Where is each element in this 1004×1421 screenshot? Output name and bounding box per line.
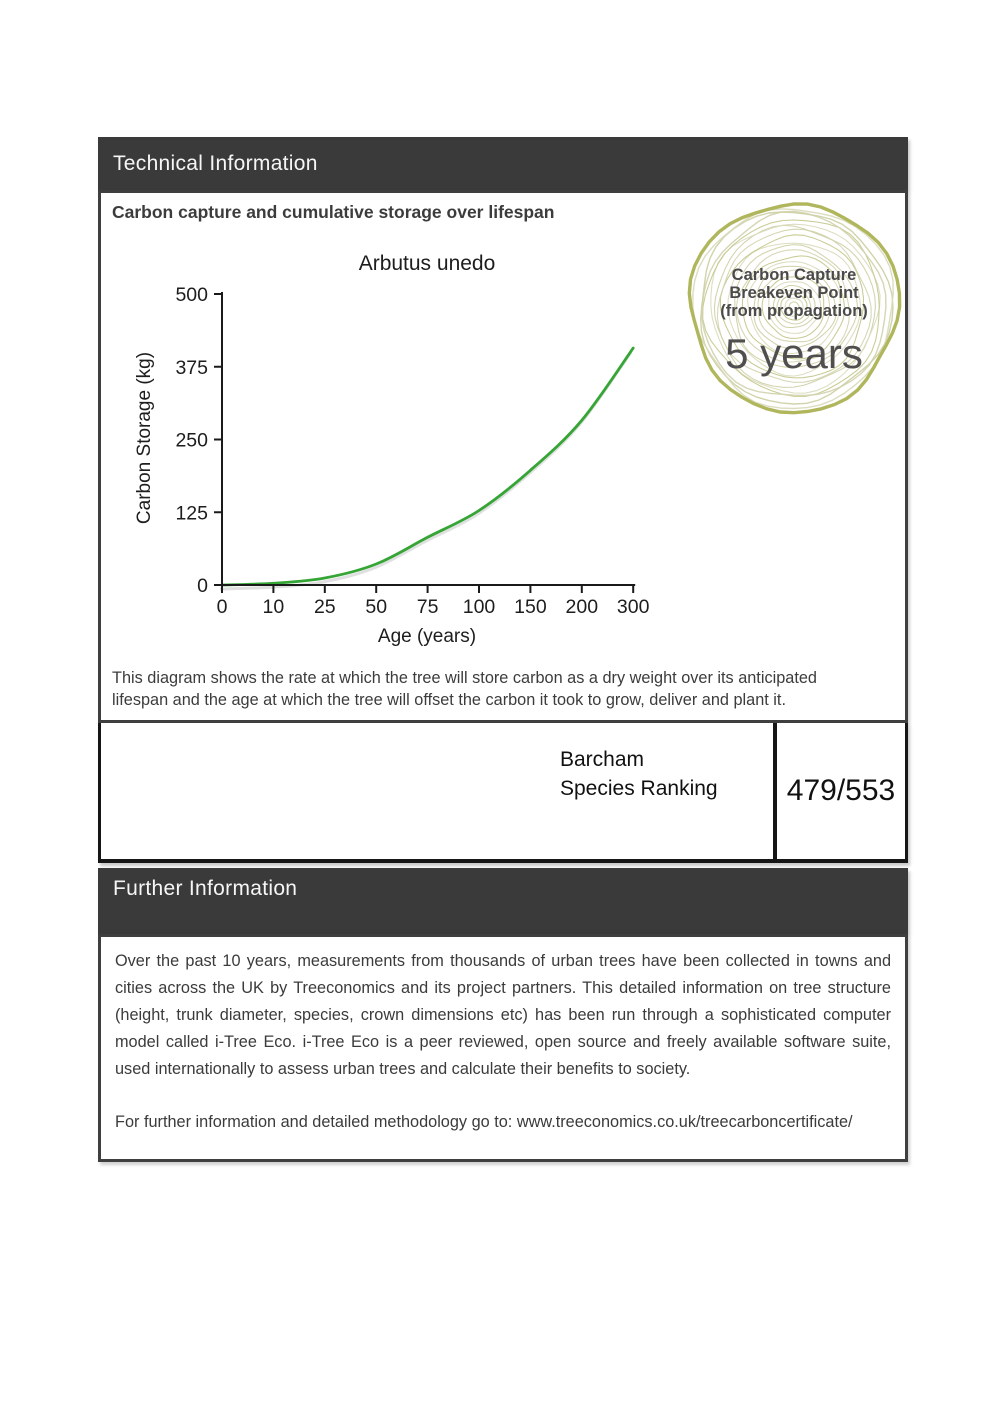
x-tick-label: 75 — [416, 596, 439, 618]
x-tick-label: 200 — [565, 596, 599, 618]
x-tick-label: 10 — [262, 596, 285, 618]
ranking-value: 479/553 — [786, 774, 896, 807]
further-information-title: Further Information — [113, 877, 298, 900]
x-tick-label: 0 — [216, 596, 228, 618]
x-tick-label: 25 — [313, 596, 336, 618]
y-tick-label: 500 — [175, 284, 208, 306]
curve-shadow — [220, 352, 631, 589]
y-tick-label: 0 — [197, 575, 208, 597]
ranking-label — [560, 745, 718, 803]
ranking-label-cell — [101, 723, 773, 859]
y-tick-label: 250 — [175, 429, 208, 452]
ranking-value-cell — [777, 723, 905, 859]
methodology-link-line: For further information and detailed methodology go to: www.treeconomics.co.uk/treecarboncertificate/ — [115, 1113, 853, 1131]
badge-line-2: Breakeven Point — [729, 284, 859, 302]
chart-axes — [175, 284, 649, 618]
ranking-label-line1: Barcham — [560, 748, 645, 771]
chart-caption — [112, 667, 896, 711]
chart-curve-layer — [220, 348, 633, 589]
badge-line-1: Carbon Capture — [731, 266, 857, 284]
badge-line-3: (from propagation) — [720, 302, 868, 320]
further-information-header — [98, 868, 908, 934]
y-axis-label: Carbon Storage (kg) — [134, 351, 155, 525]
x-tick-label: 100 — [462, 596, 496, 618]
x-tick-label: 300 — [616, 596, 650, 618]
species-ranking-box — [98, 723, 908, 863]
technical-information-title: Technical Information — [113, 151, 318, 175]
badge-breakeven-value: 5 years — [725, 330, 863, 377]
further-information-paragraph: Over the past 10 years, measurements from thousands of urban trees have been collected in towns and cities across the UK by Treeconomics and its project partners. This detailed information on tree structure (height, trunk diameter, species, crown dimensions etc) has been run through a sophisticated computer model called i-Tree Eco. i-Tree Eco is a peer reviewed, open source and freely available software suite, used internationally to assess urban trees and calculate their benefits to society. — [115, 952, 891, 1078]
x-tick-label: 150 — [514, 596, 547, 618]
y-tick-label: 125 — [175, 502, 208, 525]
chart-title: Arbutus unedo — [358, 252, 496, 275]
ranking-label-line2: Species Ranking — [560, 777, 718, 800]
x-axis-label: Age (years) — [377, 626, 477, 647]
x-tick-label: 50 — [365, 596, 388, 618]
carbon-storage-curve — [222, 348, 633, 585]
y-tick-label: 375 — [175, 356, 208, 379]
chart-caption-line1: This diagram shows the rate at which the tree will store carbon as a dry weight over its anticipated — [112, 669, 817, 687]
breakeven-badge — [680, 196, 910, 418]
carbon-capture-panel — [98, 190, 908, 723]
technical-information-header — [98, 137, 908, 190]
chart-caption-line2: lifespan and the age at which the tree will offset the carbon it took to grow, deliver and plant it. — [112, 691, 786, 709]
further-information-panel — [98, 934, 908, 1162]
panel-subtitle: Carbon capture and cumulative storage over lifespan — [112, 202, 555, 222]
